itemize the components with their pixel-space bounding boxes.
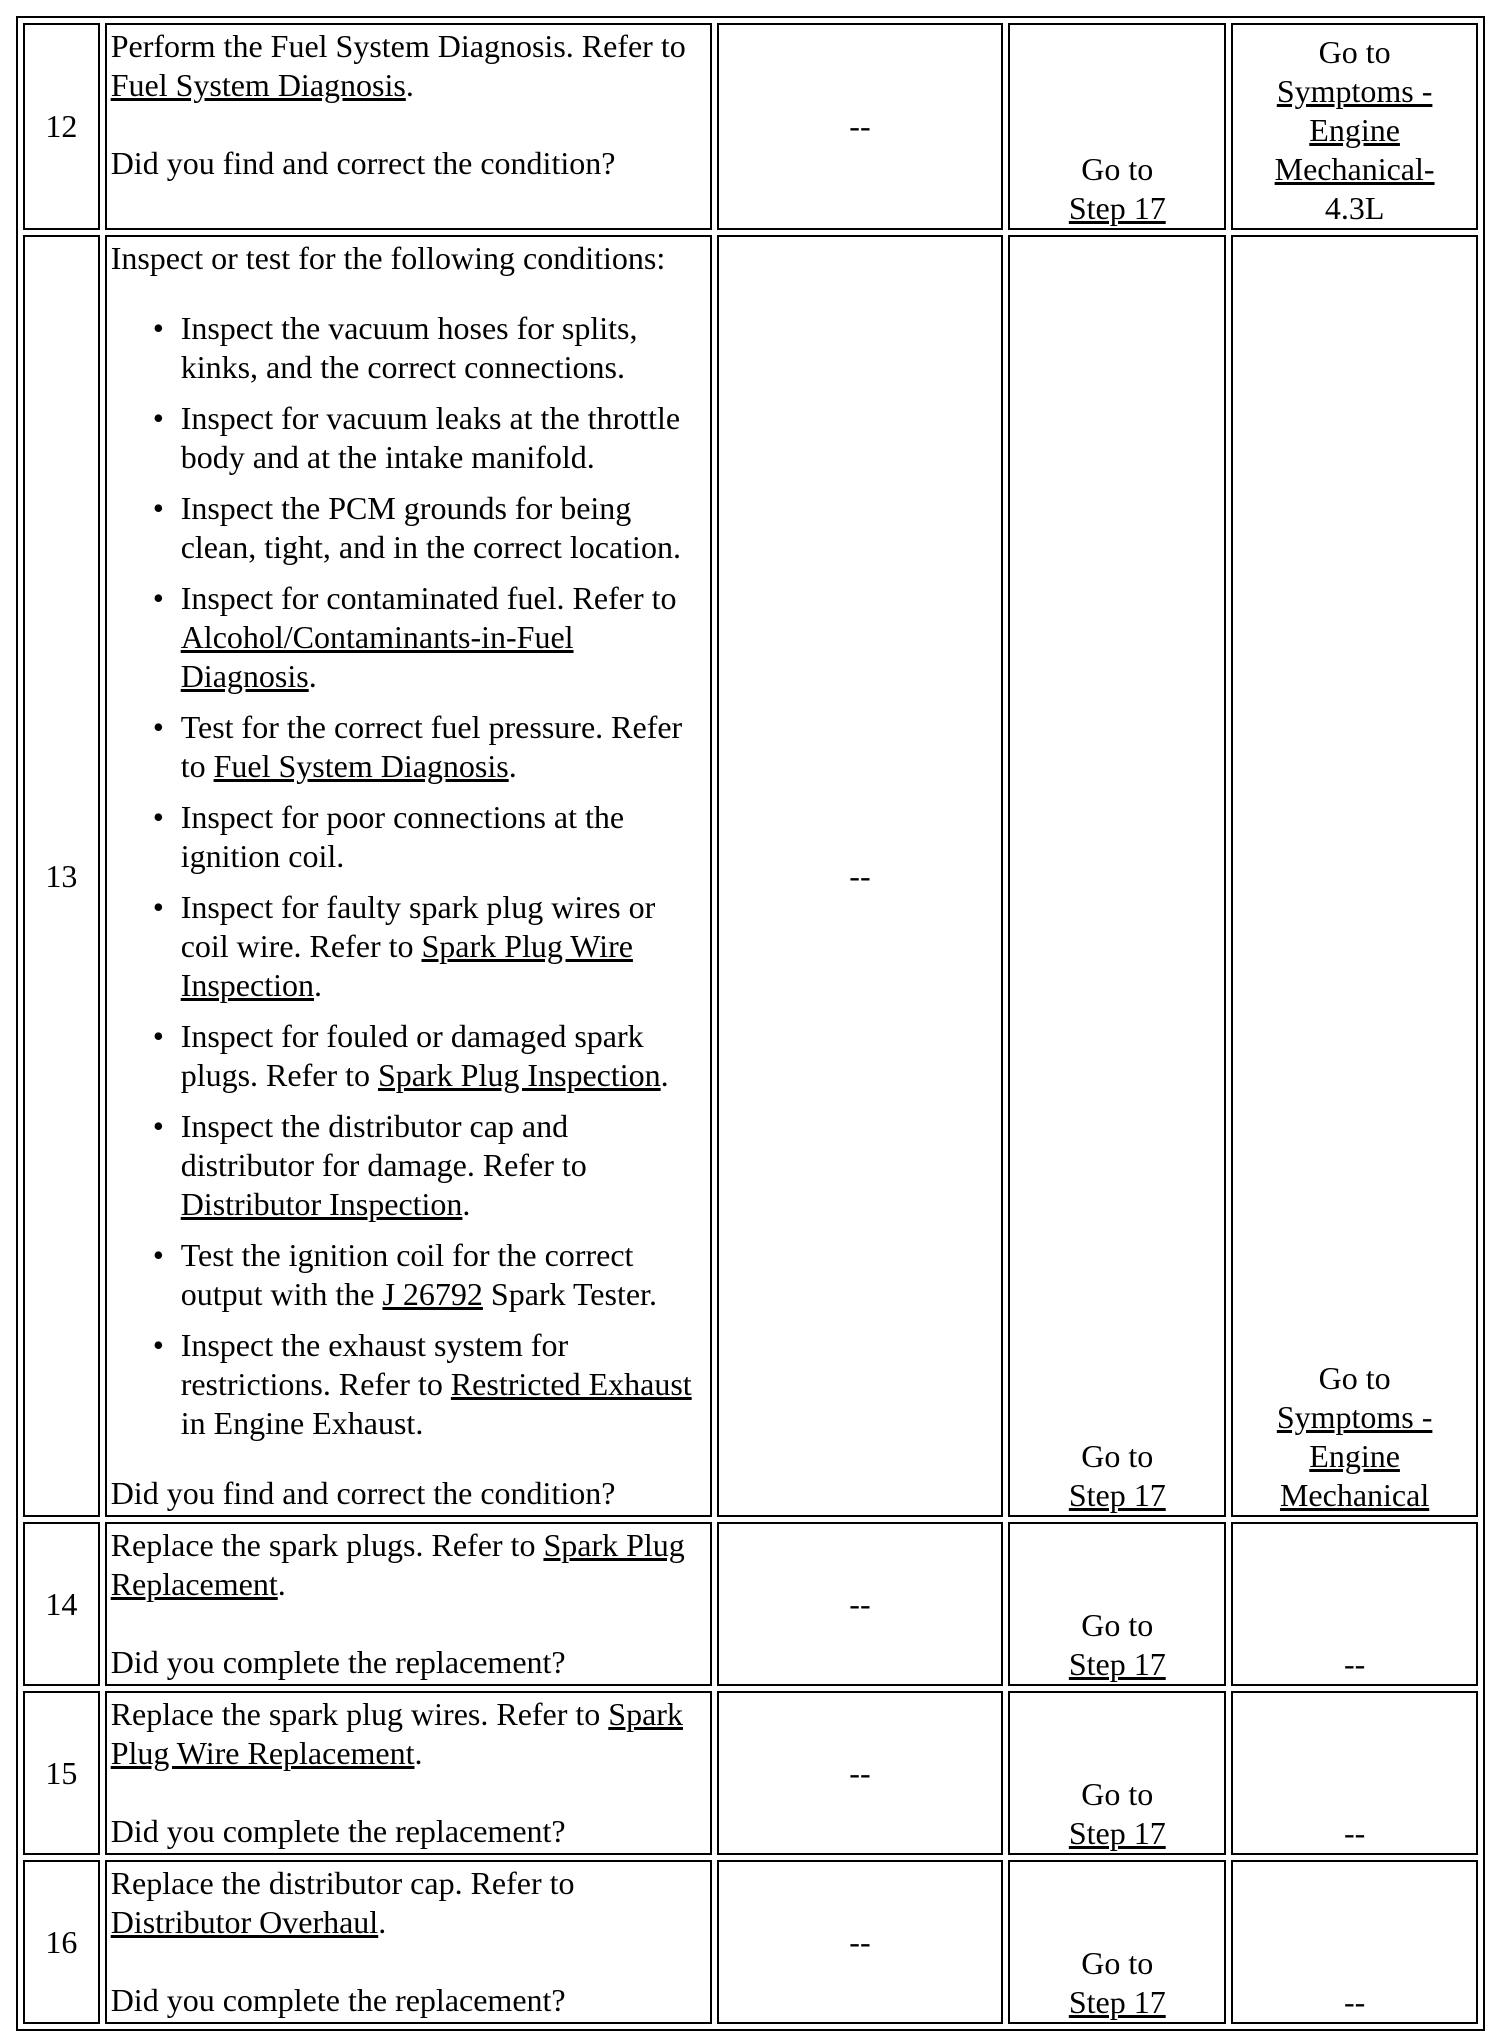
action-text: Replace the spark plug wires. Refer to <box>110 1696 609 1732</box>
list-item <box>181 708 706 786</box>
list-item-tail: . <box>462 1186 471 1222</box>
fuel-system-diagnosis-link[interactable]: Fuel System Diagnosis <box>213 748 509 784</box>
yes-cell <box>1008 23 1226 230</box>
no-cell: -- <box>1231 1522 1478 1686</box>
value-cell: -- <box>717 1860 1004 2024</box>
list-item <box>181 579 706 696</box>
list-item-tail: . <box>308 658 317 694</box>
table-row-step-15 <box>23 1691 1478 1855</box>
yes-prefix: Go to <box>1081 151 1154 187</box>
no-cell: -- <box>1231 1691 1478 1855</box>
intro-text: Inspect or test for the following conditions: <box>110 240 666 276</box>
fuel-system-diagnosis-link[interactable]: Fuel System Diagnosis <box>110 67 406 103</box>
table-row-step-13 <box>23 235 1478 1517</box>
list-item <box>181 1326 706 1443</box>
action-text: Perform the Fuel System Diagnosis. Refer to <box>110 28 686 64</box>
step-number: 14 <box>23 1522 100 1686</box>
yes-cell <box>1008 1691 1226 1855</box>
list-item <box>181 1107 706 1224</box>
action-cell <box>105 1522 712 1686</box>
list-item-tail: in Engine Exhaust. <box>180 1405 424 1441</box>
go-to-step-17-link[interactable]: Step 17 <box>1068 1815 1166 1851</box>
list-item-tail: . <box>313 967 322 1003</box>
question-text: Did you find and correct the condition? <box>110 1475 616 1511</box>
action-text: Replace the distributor cap. Refer to <box>110 1865 575 1901</box>
distributor-overhaul-link[interactable]: Distributor Overhaul <box>110 1904 379 1940</box>
yes-cell <box>1008 1860 1226 2024</box>
list-item-text: Inspect the exhaust system for restrictions. Refer to <box>180 1327 569 1402</box>
list-item <box>181 1017 706 1095</box>
go-to-step-17-link[interactable]: Step 17 <box>1068 1984 1166 2020</box>
step-number: 15 <box>23 1691 100 1855</box>
value-cell: -- <box>717 1522 1004 1686</box>
list-item-text: Test the ignition coil for the correct output with the <box>180 1237 634 1312</box>
list-item-tail: Spark Tester. <box>482 1276 657 1312</box>
symptoms-link-text[interactable]: Symptoms - Engine Mechanical <box>1276 1399 1433 1513</box>
question-text: Did you complete the replacement? <box>110 1644 566 1680</box>
value-cell: -- <box>717 23 1004 230</box>
list-item-tail: . <box>660 1057 669 1093</box>
inspection-list <box>111 309 706 1443</box>
no-cell <box>1231 23 1478 230</box>
diagnostic-table <box>16 16 1485 2031</box>
action-tail: . <box>277 1566 286 1602</box>
no-prefix: Go to <box>1318 1360 1391 1396</box>
question-text: Did you find and correct the condition? <box>110 145 616 181</box>
table-row-step-16 <box>23 1860 1478 2024</box>
symptoms-engine-mechanical-link[interactable] <box>1235 1398 1474 1515</box>
no-cell <box>1231 235 1478 1517</box>
yes-cell <box>1008 1522 1226 1686</box>
spark-plug-wire-inspection-link[interactable]: Spark Plug Wire Inspection <box>180 928 633 1003</box>
spark-plug-wire-replacement-link[interactable]: Spark Plug Wire Replacement <box>110 1696 683 1771</box>
alcohol-contaminants-link[interactable]: Alcohol/Contaminants-in-Fuel Diagnosis <box>180 619 574 694</box>
list-item: • Inspect for vacuum leaks at the throttle body and at the intake manifold. <box>181 399 706 477</box>
yes-prefix: Go to <box>1081 1607 1154 1643</box>
list-item: • Inspect for poor connections at the ignition coil. <box>181 798 706 876</box>
j-26792-link[interactable]: J 26792 <box>382 1276 483 1312</box>
spark-plug-replacement-link[interactable]: Spark Plug Replacement <box>110 1527 685 1602</box>
symptoms-link-text[interactable]: Symptoms - Engine Mechanical- <box>1274 73 1435 187</box>
list-item-tail: . <box>508 748 517 784</box>
value-cell: -- <box>717 1691 1004 1855</box>
list-item-text: Inspect the distributor cap and distributor for damage. Refer to <box>180 1108 587 1183</box>
question-text: Did you complete the replacement? <box>110 1982 566 2018</box>
action-cell <box>105 1860 712 2024</box>
table-row-step-12 <box>23 23 1478 230</box>
action-tail: . <box>414 1735 423 1771</box>
restricted-exhaust-link[interactable]: Restricted Exhaust <box>450 1366 692 1402</box>
yes-prefix: Go to <box>1081 1776 1154 1812</box>
question-text: Did you complete the replacement? <box>110 1813 566 1849</box>
step-number: 12 <box>23 23 100 230</box>
step-number: 16 <box>23 1860 100 2024</box>
action-cell <box>105 235 712 1517</box>
yes-prefix: Go to <box>1081 1945 1154 1981</box>
list-item-text: Test for the correct fuel pressure. Refer to <box>180 709 683 784</box>
value-cell: -- <box>717 235 1004 1517</box>
go-to-step-17-link[interactable]: Step 17 <box>1068 190 1166 226</box>
spark-plug-inspection-link[interactable]: Spark Plug Inspection <box>377 1057 661 1093</box>
no-suffix: 4.3L <box>1324 190 1385 226</box>
go-to-step-17-link[interactable]: Step 17 <box>1068 1477 1166 1513</box>
no-prefix: Go to <box>1318 34 1391 70</box>
yes-prefix: Go to <box>1081 1438 1154 1474</box>
table-row-step-14 <box>23 1522 1478 1686</box>
action-cell <box>105 23 712 230</box>
action-text: Replace the spark plugs. Refer to <box>110 1527 544 1563</box>
symptoms-engine-mechanical-link[interactable] <box>1235 72 1474 189</box>
yes-cell <box>1008 235 1226 1517</box>
list-item: • Inspect the vacuum hoses for splits, kinks, and the correct connections. <box>181 309 706 387</box>
list-item <box>181 1236 706 1314</box>
list-item: • Inspect the PCM grounds for being clean, tight, and in the correct location. <box>181 489 706 567</box>
action-cell <box>105 1691 712 1855</box>
list-item-text: Inspect for fouled or damaged spark plugs. Refer to <box>180 1018 644 1093</box>
go-to-step-17-link[interactable]: Step 17 <box>1068 1646 1166 1682</box>
action-tail: . <box>405 67 414 103</box>
list-item <box>181 888 706 1005</box>
list-item-text: Inspect for contaminated fuel. Refer to <box>180 580 677 616</box>
step-number: 13 <box>23 235 100 1517</box>
action-tail: . <box>378 1904 387 1940</box>
no-cell: -- <box>1231 1860 1478 2024</box>
distributor-inspection-link[interactable]: Distributor Inspection <box>180 1186 463 1222</box>
list-item-text: Inspect for faulty spark plug wires or coil wire. Refer to <box>180 889 656 964</box>
